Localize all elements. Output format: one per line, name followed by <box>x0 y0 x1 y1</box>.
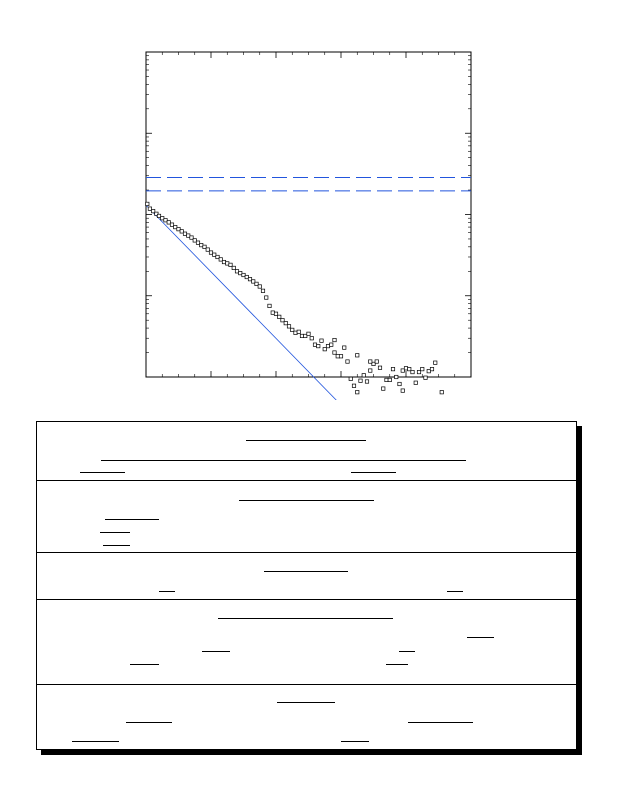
field-rule <box>351 472 396 473</box>
data-point <box>291 328 294 331</box>
data-point <box>232 266 235 269</box>
field-rule <box>408 722 473 723</box>
field-rule <box>105 519 159 520</box>
data-point <box>180 230 183 233</box>
data-point <box>164 219 167 222</box>
data-point <box>398 382 401 385</box>
data-point <box>170 223 173 226</box>
data-point <box>297 330 300 333</box>
data-point <box>404 367 407 370</box>
section-title-rule <box>239 500 374 501</box>
data-point <box>421 367 424 370</box>
section-line-rule <box>101 460 466 461</box>
field-rule <box>341 741 369 742</box>
data-point <box>190 236 193 239</box>
data-point <box>193 239 196 242</box>
data-points <box>146 202 447 400</box>
axis-ticks <box>146 52 471 377</box>
data-point <box>336 355 339 358</box>
plot-frame <box>146 52 471 377</box>
data-point <box>378 366 381 369</box>
data-point <box>414 381 417 384</box>
data-point <box>356 391 359 394</box>
data-point <box>326 344 329 347</box>
data-point <box>213 253 216 256</box>
field-rule <box>467 637 494 638</box>
data-point <box>408 367 411 370</box>
field-rule <box>100 532 130 533</box>
data-point <box>401 389 404 392</box>
data-point <box>222 260 225 263</box>
field-rule <box>72 741 119 742</box>
data-point <box>177 227 180 230</box>
data-point <box>242 273 245 276</box>
field-rule <box>159 591 175 592</box>
panel-section-5 <box>37 684 576 749</box>
panel-section-4 <box>37 599 576 685</box>
data-point <box>320 339 323 342</box>
results-panel <box>36 421 577 750</box>
data-point <box>255 282 258 285</box>
data-point <box>146 202 149 205</box>
data-point <box>209 251 212 254</box>
data-point <box>356 354 359 357</box>
data-point <box>369 360 372 363</box>
data-point <box>339 355 342 358</box>
data-point <box>427 369 430 372</box>
data-point <box>287 325 290 328</box>
field-rule <box>386 664 408 665</box>
data-point <box>252 280 255 283</box>
data-point <box>369 369 372 372</box>
data-point <box>346 360 349 363</box>
data-point <box>411 370 414 373</box>
data-point <box>430 367 433 370</box>
field-rule <box>447 591 463 592</box>
data-point <box>281 319 284 322</box>
field-rule <box>399 651 415 652</box>
data-point <box>382 387 385 390</box>
field-rule <box>202 651 230 652</box>
data-point <box>440 391 443 394</box>
data-point <box>235 270 238 273</box>
data-point <box>196 241 199 244</box>
data-point <box>187 234 190 237</box>
data-point <box>330 343 333 346</box>
data-point <box>151 209 154 212</box>
data-point <box>229 263 232 266</box>
data-point <box>401 369 404 372</box>
data-point <box>343 346 346 349</box>
field-rule <box>130 664 159 665</box>
data-point <box>200 243 203 246</box>
data-point <box>216 255 219 258</box>
data-point <box>307 332 310 335</box>
data-point <box>174 225 177 228</box>
field-rule <box>126 722 172 723</box>
section-title-rule <box>264 571 348 572</box>
data-point <box>278 315 281 318</box>
field-rule <box>103 545 130 546</box>
panel-section-2 <box>37 480 576 553</box>
section-title-rule <box>277 702 335 703</box>
data-point <box>271 311 274 314</box>
data-point <box>434 361 437 364</box>
data-point <box>313 343 316 346</box>
data-point <box>226 262 229 265</box>
data-point <box>274 312 277 315</box>
data-point <box>333 338 336 341</box>
data-point <box>349 377 352 380</box>
data-point <box>239 271 242 274</box>
data-point <box>167 221 170 224</box>
section-title-rule <box>218 618 393 619</box>
data-point <box>161 217 164 220</box>
data-point <box>268 304 271 307</box>
data-point <box>294 331 297 334</box>
data-point <box>424 376 427 379</box>
data-point <box>391 367 394 370</box>
data-point <box>300 334 303 337</box>
threshold-lines <box>146 178 471 191</box>
panel-section-3 <box>37 552 576 600</box>
data-point <box>365 380 368 383</box>
data-point <box>248 277 251 280</box>
data-point <box>388 378 391 381</box>
data-point <box>333 351 336 354</box>
data-point <box>206 248 209 251</box>
data-point <box>245 275 248 278</box>
data-point <box>359 379 362 382</box>
data-point <box>203 245 206 248</box>
data-point <box>323 347 326 350</box>
data-point <box>310 337 313 340</box>
panel-section-1 <box>37 422 576 480</box>
data-point <box>219 258 222 261</box>
data-point <box>258 285 261 288</box>
data-point <box>417 370 420 373</box>
data-point <box>385 378 388 381</box>
data-point <box>265 296 268 299</box>
data-point <box>183 232 186 235</box>
data-point <box>372 362 375 365</box>
field-rule <box>80 472 125 473</box>
data-point <box>395 375 398 378</box>
section-title-rule <box>246 440 366 441</box>
data-point <box>261 289 264 292</box>
data-point <box>375 360 378 363</box>
data-point <box>317 344 320 347</box>
data-point <box>304 334 307 337</box>
data-point <box>148 207 151 210</box>
data-point <box>362 374 365 377</box>
data-point <box>157 214 160 217</box>
data-point <box>352 384 355 387</box>
data-point <box>284 321 287 324</box>
